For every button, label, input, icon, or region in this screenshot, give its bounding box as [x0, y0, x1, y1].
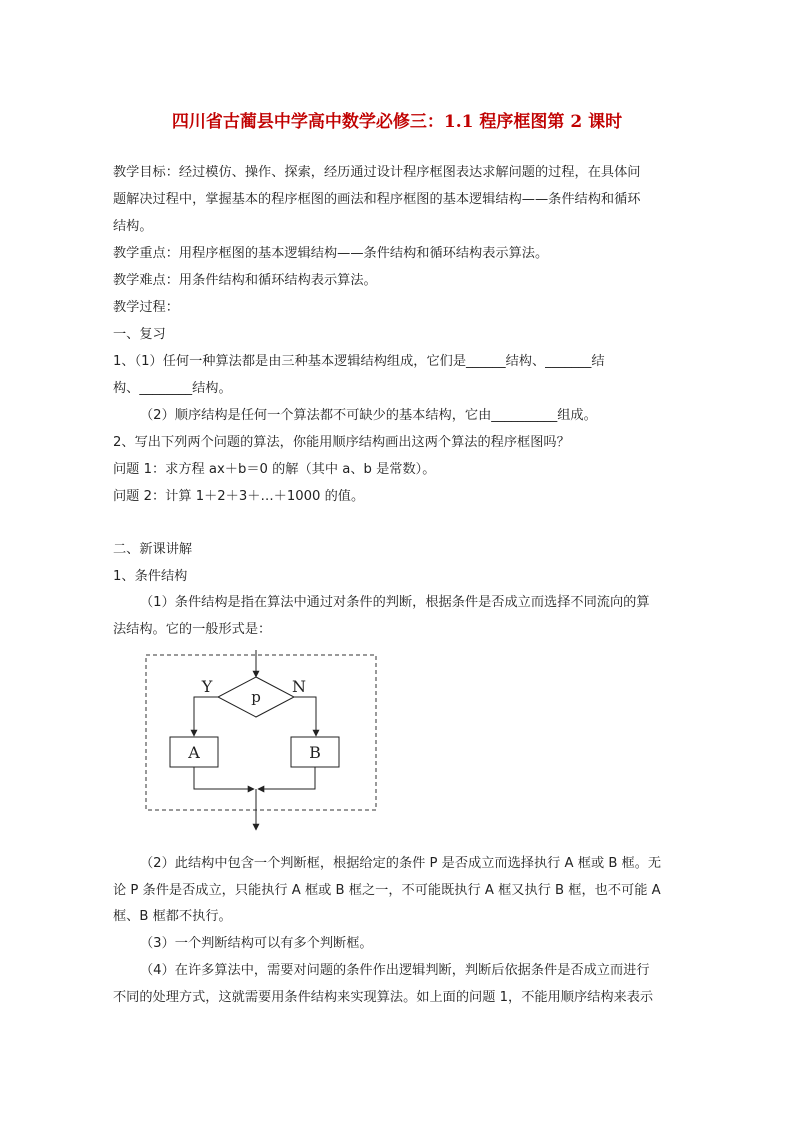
problem-2: 问题 2：计算 1＋2＋3＋…＋1000 的值。	[113, 489, 365, 504]
note-3: （3）一个判断结构可以有多个判断框。	[140, 936, 373, 951]
note-2-line-1: （2）此结构中包含一个判断框，根据给定的条件 P 是否成立而选择执行 A 框或 B 框。无	[140, 856, 662, 871]
key-point: 教学重点：用程序框图的基本逻辑结构——条件结构和循环结构表示算法。	[113, 246, 549, 261]
no-branch-arrow	[294, 697, 316, 736]
review-heading: 一、复习	[113, 327, 166, 342]
note-4-line-1: （4）在许多算法中，需要对问题的条件作出逻辑判断，判断后依据条件是否成立而进行	[140, 963, 650, 978]
merge-right-arrow	[258, 767, 315, 789]
merge-left-arrow	[194, 767, 254, 789]
definition-line-2: 法结构。它的一般形式是：	[113, 622, 272, 637]
review-q1-line-2: 构、________结构。	[113, 381, 232, 396]
objectives-line-1: 教学目标：经过模仿、操作、探索，经历通过设计程序框图表达求解问题的过程，在具体问	[113, 165, 641, 180]
yes-branch-arrow	[194, 697, 218, 736]
review-q2: 2、写出下列两个问题的算法，你能用顺序结构画出这两个算法的程序框图吗？	[113, 435, 570, 450]
new-lesson-heading: 二、新课讲解	[113, 542, 193, 557]
yes-label: Y	[201, 677, 213, 696]
box-b-label: B	[309, 743, 321, 762]
no-label: N	[292, 677, 306, 696]
note-4-line-2: 不同的处理方式，这就需要用条件结构来实现算法。如上面的问题 1，不能用顺序结构来表示	[113, 990, 654, 1005]
note-2-line-3: 框、B 框都不执行。	[113, 909, 232, 924]
process-heading: 教学过程：	[113, 300, 179, 315]
problem-1: 问题 1：求方程 ax＋b＝0 的解（其中 a、b 是常数）。	[113, 462, 436, 477]
difficulty: 教学难点：用条件结构和循环结构表示算法。	[113, 273, 377, 288]
note-2-line-2: 论 P 条件是否成立，只能执行 A 框或 B 框之一，不可能既执行 A 框又执行 B 框，也不可能 A	[113, 883, 661, 898]
condition-flowchart	[144, 650, 380, 836]
condition-label: p	[251, 688, 261, 706]
objectives-line-2: 题解决过程中，掌握基本的程序框图的画法和程序框图的基本逻辑结构——条件结构和循环	[113, 192, 641, 207]
objectives-line-3: 结构。	[113, 219, 153, 234]
box-a-label: A	[188, 743, 200, 762]
page-title: 四川省古蔺县中学高中数学必修三：1.1 程序框图第 2 课时	[171, 112, 623, 132]
definition-line-1: （1）条件结构是指在算法中通过对条件的判断，根据条件是否成立而选择不同流向的算	[140, 595, 650, 610]
dashed-frame	[146, 655, 376, 810]
review-q1-line-1: 1、（1）任何一种算法都是由三种基本逻辑结构组成，它们是______结构、_______结	[113, 354, 605, 369]
review-q1-part-2: （2）顺序结构是任何一个算法都不可缺少的基本结构，它由__________组成。	[140, 408, 597, 423]
condition-structure-heading: 1、条件结构	[113, 569, 188, 584]
